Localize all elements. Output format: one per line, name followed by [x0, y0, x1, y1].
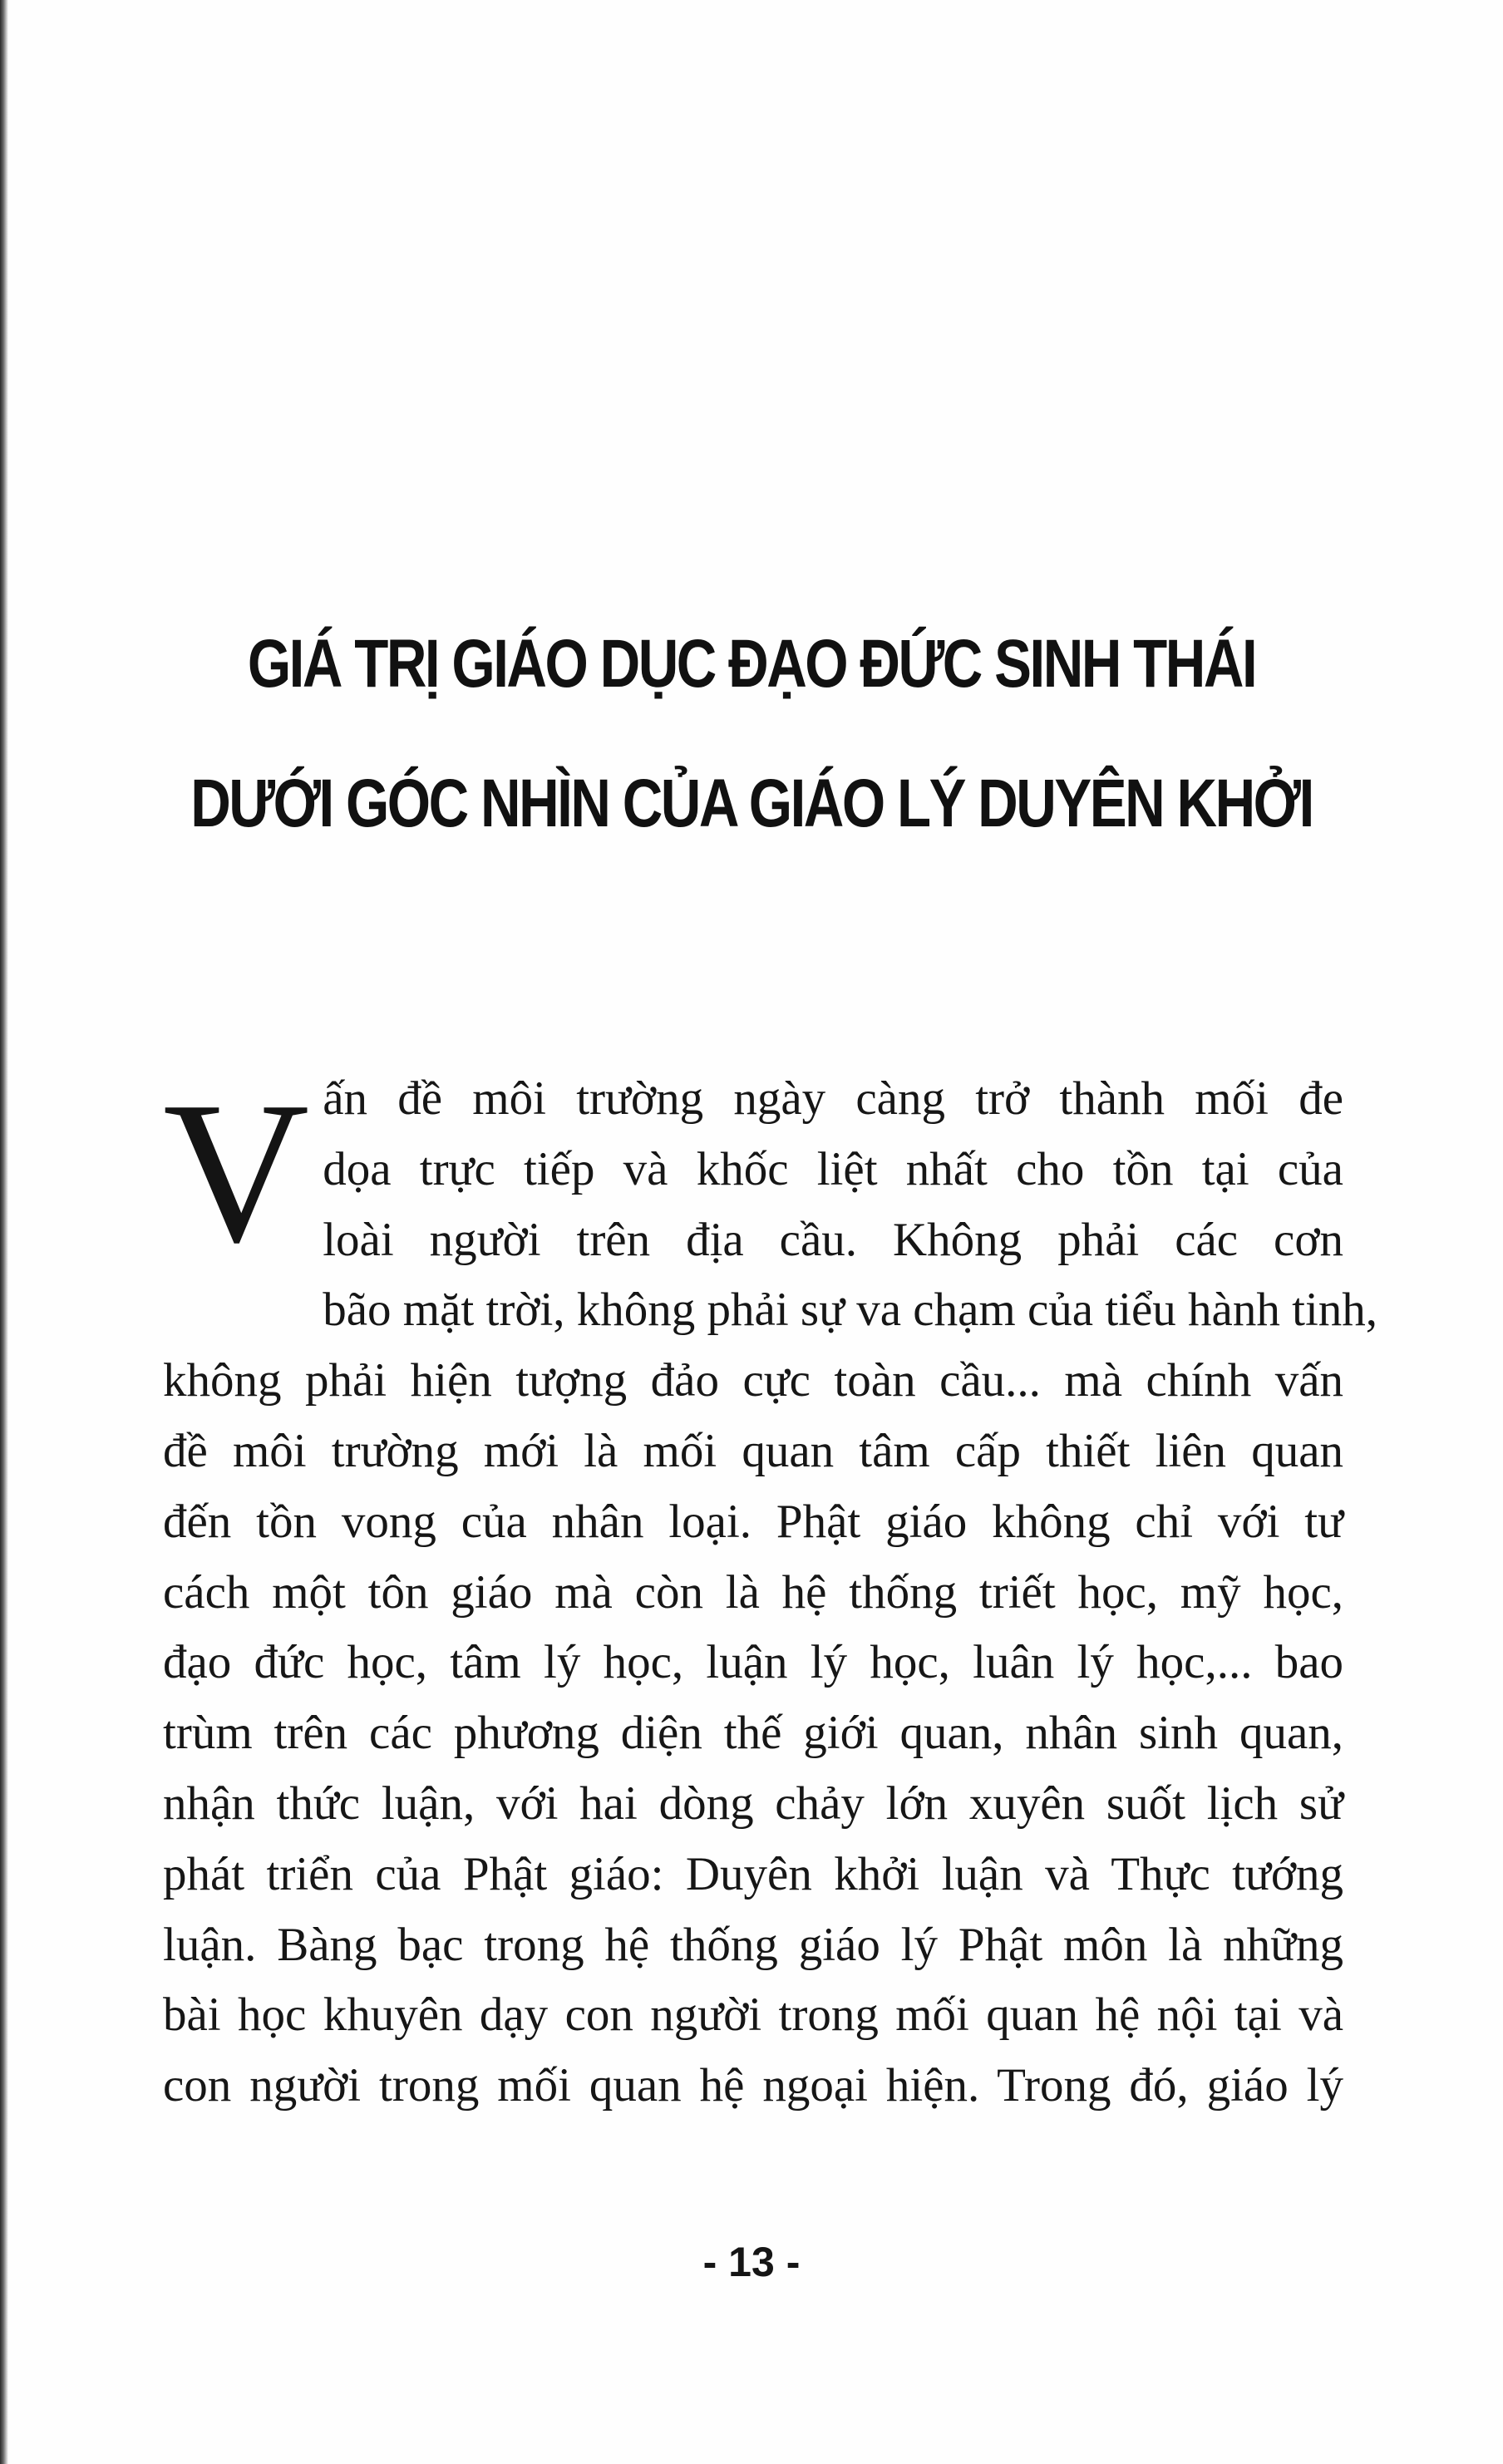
body-line: ấn đề môi trường ngày càng trở thành mối đe [323, 1072, 1343, 1125]
body-text [163, 1060, 1378, 2122]
chapter-title-line-2: DƯỚI GÓC NHÌN CỦA GIÁO LÝ DUYÊN KHỞI [190, 766, 1313, 841]
body-line: không phải hiện tượng đảo cực toàn cầu... mà chính vấn [163, 1354, 1343, 1407]
page-spine-edge [0, 0, 8, 2464]
chapter-title [136, 594, 1368, 874]
body-line: trùm trên các phương diện thế giới quan, nhân sinh quan, [163, 1707, 1343, 1760]
chapter-title-line-1: GIÁ TRỊ GIÁO DỤC ĐẠO ĐỨC SINH THÁI [247, 626, 1256, 702]
body-line: nhận thức luận, với hai dòng chảy lớn xuyên suốt lịch sử [163, 1777, 1343, 1830]
body-line: cách một tôn giáo mà còn là hệ thống triết học, mỹ học, [163, 1565, 1343, 1619]
body-line: đến tồn vong của nhân loại. Phật giáo không chỉ với tư [163, 1495, 1343, 1548]
body-line: bão mặt trời, không phải sự va chạm của tiểu hành tinh, [323, 1284, 1378, 1337]
body-line: luận. Bàng bạc trong hệ thống giáo lý Phật môn là những [163, 1918, 1343, 1971]
body-line: phát triển của Phật giáo: Duyên khởi luận và Thực tướng [163, 1847, 1343, 1900]
body-line: loài người trên địa cầu. Không phải các cơn [323, 1213, 1343, 1266]
body-line: đạo đức học, tâm lý học, luận lý học, luân lý học,... bao [163, 1636, 1343, 1689]
drop-cap: V [163, 1060, 305, 1284]
page-number: - 13 - [702, 2239, 801, 2285]
body-line: bài học khuyên dạy con người trong mối quan hệ nội tại và [163, 1988, 1343, 2042]
body-line: đề môi trường mới là mối quan tâm cấp thiết liên quan [163, 1424, 1343, 1477]
body-line: con người trong mối quan hệ ngoại hiện. Trong đó, giáo lý [163, 2059, 1343, 2112]
body-line: dọa trực tiếp và khốc liệt nhất cho tồn tại của [323, 1142, 1343, 1195]
